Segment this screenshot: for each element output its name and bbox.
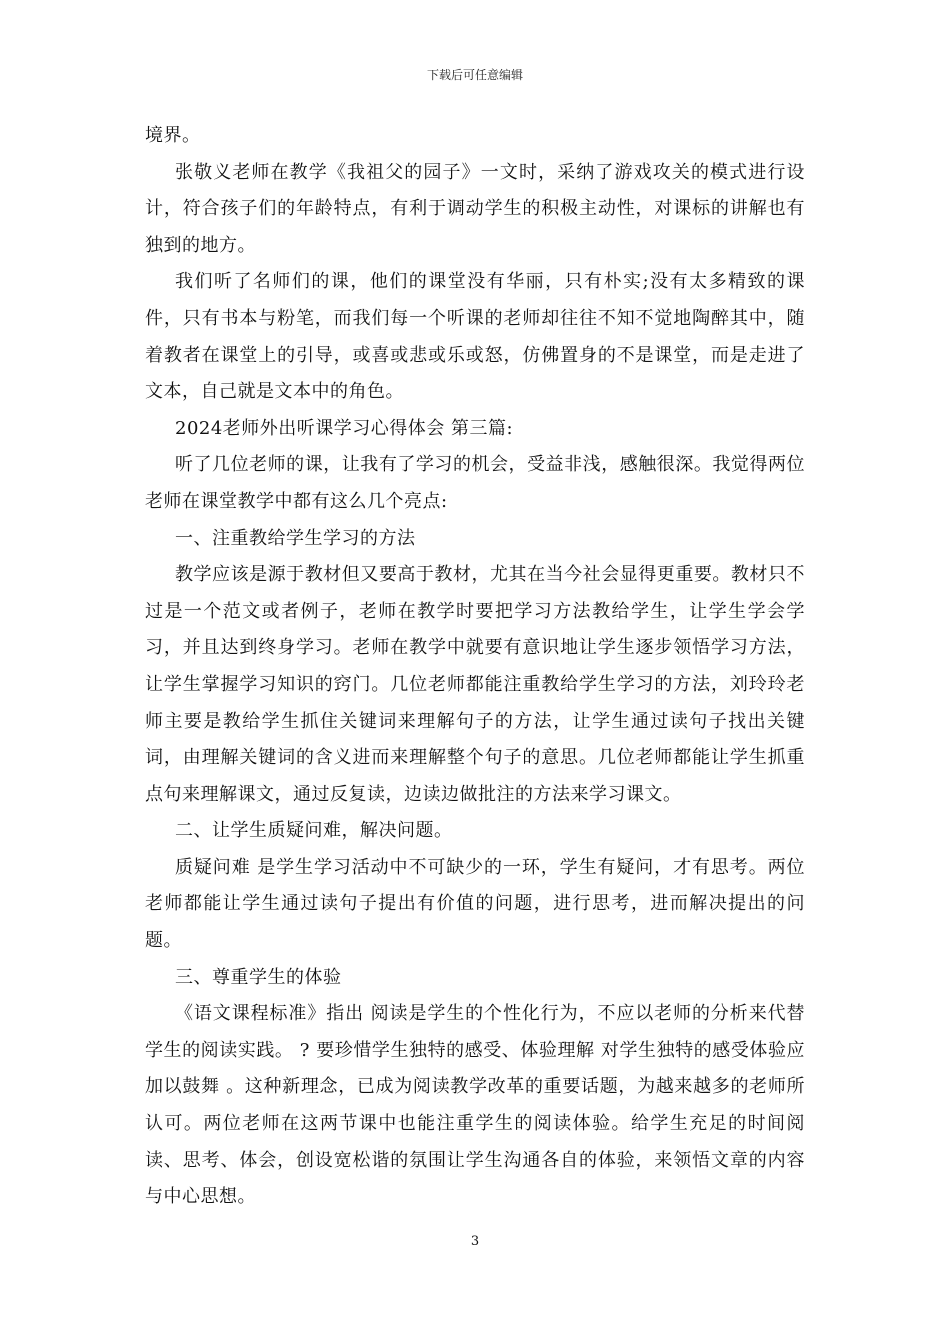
subheading: 二、让学生质疑问难，解决问题。 xyxy=(175,820,453,842)
subheading: 一、注重教给学生学习的方法 xyxy=(175,527,416,549)
page-number: 3 xyxy=(470,1234,480,1249)
paragraph: 质疑问难 是学生学习活动中不可缺少的一环，学生有疑问，才有思考。两位老师都能让学生通过读句子提出有价值的问题，进行思考，进而解决提出的问题。 xyxy=(145,856,805,952)
paragraph-continuation: 境界。 xyxy=(145,125,201,146)
subheading: 三、尊重学生的体验 xyxy=(175,966,342,988)
paragraph: 教学应该是源于教材但又要高于教材，尤其在当今社会显得更重要。教材只不过是一个范文或者例子，老师在教学时要把学习方法教给学生，让学生学会学习，并且达到终身学习。老师在教学中就要有意识地让学生逐步领悟学习方法，让学生掌握学习知识的窍门。几位老师都能注重教给学生学习的方法，刘玲玲老师主要是教给学生抓住关键词来理解句子的方法，让学生通过读句子找出关键词，由理解关键词的含义进而来理解整个句子的意思。几位老师都能让学生抓重点句来理解课文，通过反复读，边读边做批注的方法来学习课文。 xyxy=(145,564,805,805)
paragraph: 我们听了名师们的课，他们的课堂没有华丽，只有朴实;没有太多精致的课件，只有书本与粉笔，而我们每一个听课的老师却往往不知不觉地陶醉其中，随着教者在课堂上的引导，或喜或悲或乐或怒，仿佛置身的不是课堂，而是走进了文本，自己就是文本中的角色。 xyxy=(145,271,805,403)
document-body xyxy=(145,118,805,1216)
page-header: 下载后可任意编辑 xyxy=(426,68,523,82)
section-title: 2024老师外出听课学习心得体会 第三篇: xyxy=(175,417,514,439)
paragraph: 《语文课程标准》指出 阅读是学生的个性化行为，不应以老师的分析来代替学生的阅读实践。 ? 要珍惜学生独特的感受、体验理解 对学生独特的感受体验应加以鼓舞 。这种新理念，已成为阅读教学改革的重要话题，为越来越多的老师所认可。两位老师在这两节课中也能注重学生的阅读体验。给学生充足的时间阅读、思考、体会，创设宽松谐的氛围让学生沟通各自的体验，来领悟文章的内容与中心思想。 xyxy=(145,1003,805,1208)
paragraph: 听了几位老师的课，让我有了学习的机会，受益非浅，感触很深。我觉得两位老师在课堂教学中都有这么几个亮点: xyxy=(145,454,805,512)
paragraph: 张敬义老师在教学《我祖父的园子》一文时，采纳了游戏攻关的模式进行设计，符合孩子们的年龄特点，有利于调动学生的积极主动性，对课标的讲解也有独到的地方。 xyxy=(145,161,805,256)
